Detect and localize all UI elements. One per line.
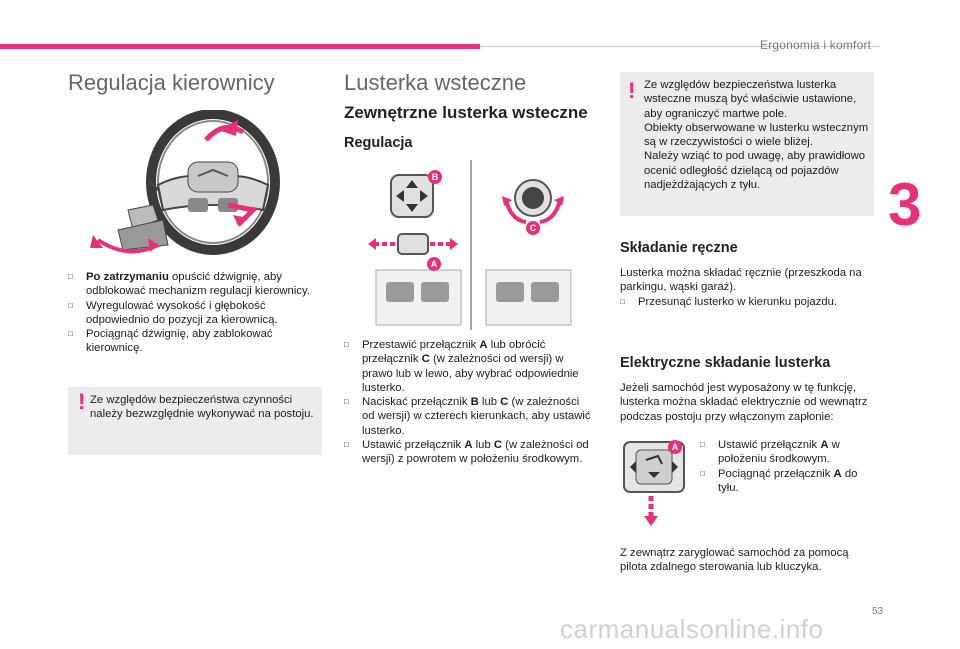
mirror-step-3: □ Ustawić przełącznik A lub C (w zależności od wersji) z powrotem w położeniu środkowym. [344, 438, 594, 467]
steering-step-2: □ Wyregulować wysokość i głębokość odpowiednio do pozycji za kierownicą. [68, 299, 318, 328]
mirror-step-2: □ Naciskać przełącznik B lub C (w zależności od wersji) w czterech kierunkach, aby ustawić lusterko. [344, 395, 594, 438]
mirrors-title: Lusterka wsteczne [344, 70, 527, 95]
label-b: B [428, 170, 442, 184]
warning-icon: ! [78, 389, 86, 414]
mirror-warning-box [620, 72, 874, 216]
warning-icon: ! [628, 78, 636, 103]
mirror-warning-text: Ze względów bezpieczeństwa lusterka wsteczne muszą być właściwie ustawione, aby ograniczyć martwe pole. Obiekty obserwowane w lusterku wstecznym są w rzeczywistości o wiele bliżej. Należy wziąć to pod uwagę, aby prawidłowo ocenić odległość dzielącą od pojazdów nadjeżdżających z tyłu. [644, 79, 869, 192]
remote-lock-text: Z zewnątrz zaryglować samochód za pomocą pilota zdalnego sterowania lub kluczyka. [620, 547, 849, 574]
exterior-mirrors-subtitle: Zewnętrzne lusterka wsteczne [344, 103, 588, 122]
steering-wheel-icon [88, 110, 288, 265]
manual-folding-description: Lusterka można składać ręcznie (przeszkoda na parkingu, wąski garaż). [620, 267, 862, 294]
accent-bar [0, 44, 480, 49]
page-number: 53 [872, 606, 884, 617]
mirror-instructions [344, 338, 594, 467]
section-label: Ergonomia i komfort [760, 38, 872, 52]
manual-folding-heading: Składanie ręczne [620, 240, 738, 256]
electric-folding-heading: Elektryczne składanie lusterka [620, 355, 831, 371]
steering-title: Regulacja kierownicy [68, 70, 275, 95]
watermark-text: carmanualsonline.info [560, 614, 824, 644]
chapter-number: 3 [888, 171, 922, 238]
folding-step-1: □ Ustawić przełącznik A w położeniu środkowym. [700, 438, 870, 467]
manual-folding-step: □ Przesunąć lusterko w kierunku pojazdu. [620, 295, 875, 309]
steering-step-3: □ Pociągnąć dźwignię, aby zablokować kierownicę. [68, 327, 318, 356]
steering-instructions [68, 270, 318, 356]
label-c: C [526, 221, 540, 235]
folding-switch-illustration [622, 438, 688, 528]
label-a-folding: A [668, 440, 682, 454]
mirror-switch-icon [366, 160, 576, 330]
label-a: A [427, 257, 441, 271]
mirror-step-1: □ Przestawić przełącznik A lub obrócić przełącznik C (w zależności od wersji) w prawo lub w lewo, aby wybrać odpowiednie lusterko. [344, 338, 594, 395]
steering-wheel-illustration [88, 110, 288, 265]
electric-folding-text: Jeżeli samochód jest wyposażony w tę funkcję, lusterka można składać elektrycznie od wewnątrz podczas postoju przy włączonym zapłonie: [620, 382, 868, 423]
electric-folding-steps [700, 438, 870, 495]
adjustment-heading: Regulacja [344, 135, 413, 151]
steering-warning-box [68, 387, 322, 455]
folding-step-2: □ Pociągnąć przełącznik A do tyłu. [700, 467, 870, 496]
steering-step-1: □ Po zatrzymaniu opuścić dźwignię, aby odblokować mechanizm regulacji kierownicy. [68, 270, 318, 299]
mirror-control-illustration [366, 160, 576, 330]
manual-folding-text [620, 266, 875, 309]
steering-warning-text: Ze względów bezpieczeństwa czynności należy bezwzględnie wykonywać na postoju. [90, 394, 314, 421]
